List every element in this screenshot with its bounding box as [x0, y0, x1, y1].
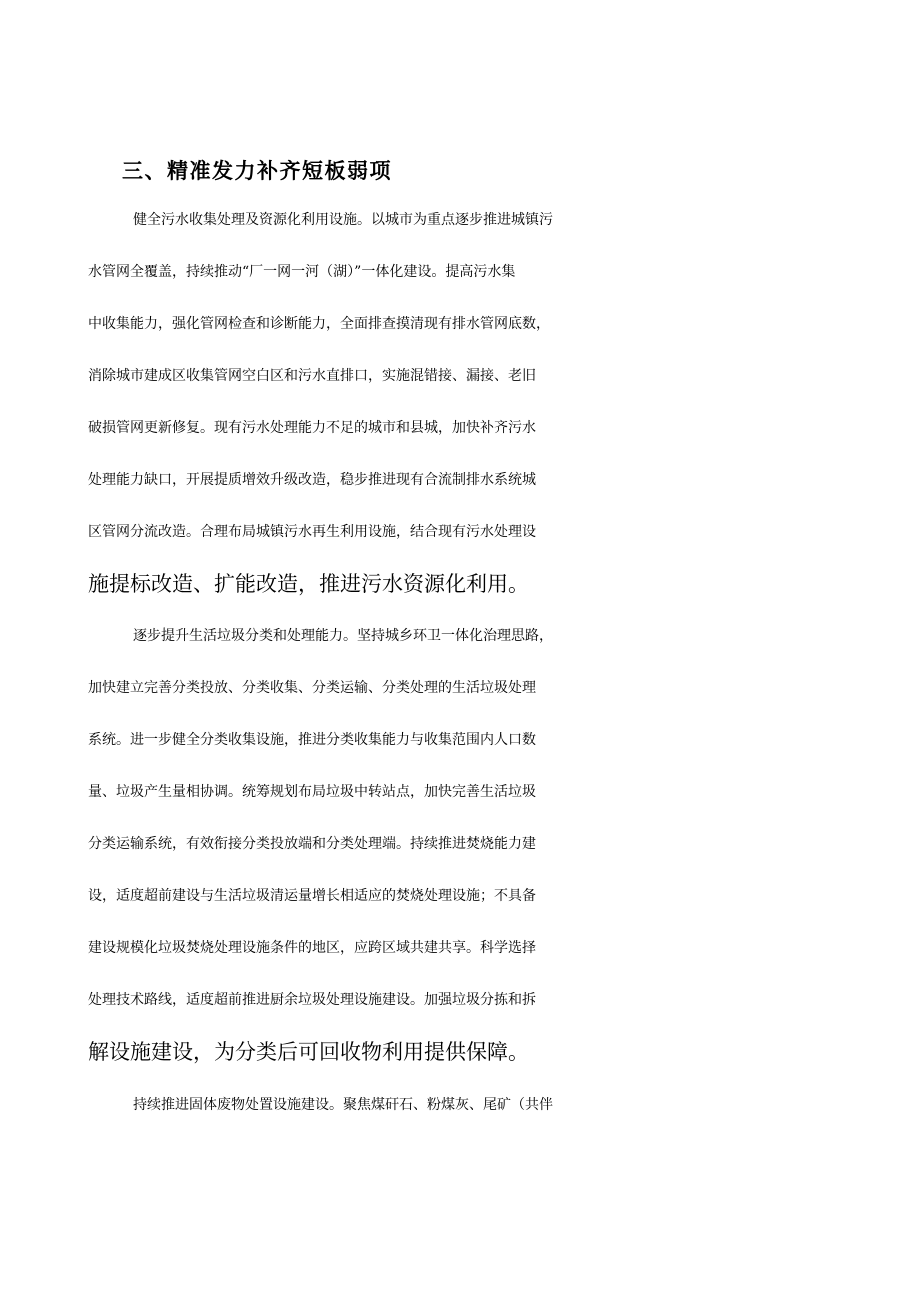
paragraph-2-line-3: 系统。进一步健全分类收集设施，推进分类收集能力与收集范围内人口数 — [88, 732, 536, 748]
paragraph-2-line-2: 加快建立完善分类投放、分类收集、分类运输、分类处理的生活垃圾处理 — [88, 680, 536, 696]
paragraph-3-line-1: 持续推进固体废物处置设施建设。聚焦煤矸石、粉煤灰、尾矿（共伴 — [133, 1097, 553, 1113]
paragraph-1-line-4: 消除城市建成区收集管网空白区和污水直排口，实施混错接、漏接、老旧 — [88, 368, 536, 384]
paragraph-2-line-7: 建设规模化垃圾焚烧处理设施条件的地区，应跨区域共建共享。科学选择 — [88, 940, 536, 956]
paragraph-1-line-8: 施提标改造、扩能改造，推进污水资源化利用。 — [88, 572, 529, 596]
paragraph-1-line-7: 区管网分流改造。合理布局城镇污水再生利用设施，结合现有污水处理设 — [88, 524, 536, 540]
paragraph-1-line-1: 健全污水收集处理及资源化利用设施。以城市为重点逐步推进城镇污 — [133, 212, 553, 228]
paragraph-2-line-8: 处理技术路线，适度超前推进厨余垃圾处理设施建设。加强垃圾分拣和拆 — [88, 992, 536, 1008]
paragraph-2-line-6: 设，适度超前建设与生活垃圾清运量增长相适应的焚烧处理设施；不具备 — [88, 888, 536, 904]
paragraph-2-line-5: 分类运输系统，有效衔接分类投放端和分类处理端。持续推进焚烧能力建 — [88, 836, 536, 852]
paragraph-2-line-1: 逐步提升生活垃圾分类和处理能力。坚持城乡环卫一体化治理思路， — [133, 628, 553, 644]
paragraph-2-line-4: 量、垃圾产生量相协调。统筹规划布局垃圾中转站点，加快完善生活垃圾 — [88, 784, 536, 800]
paragraph-1-line-3: 中收集能力，强化管网检查和诊断能力，全面排查摸清现有排水管网底数， — [88, 316, 550, 332]
paragraph-1-line-6: 处理能力缺口，开展提质增效升级改造，稳步推进现有合流制排水系统城 — [88, 472, 536, 488]
section-heading: 三、精准发力补齐短板弱项 — [122, 159, 392, 183]
paragraph-1-line-2: 水管网全覆盖，持续推动“厂一网一河（湖）”一体化建设。提高污水集 — [88, 264, 516, 280]
paragraph-1-line-5: 破损管网更新修复。现有污水处理能力不足的城市和县城，加快补齐污水 — [88, 420, 536, 436]
paragraph-2-line-9: 解设施建设，为分类后可回收物利用提供保障。 — [88, 1040, 529, 1064]
